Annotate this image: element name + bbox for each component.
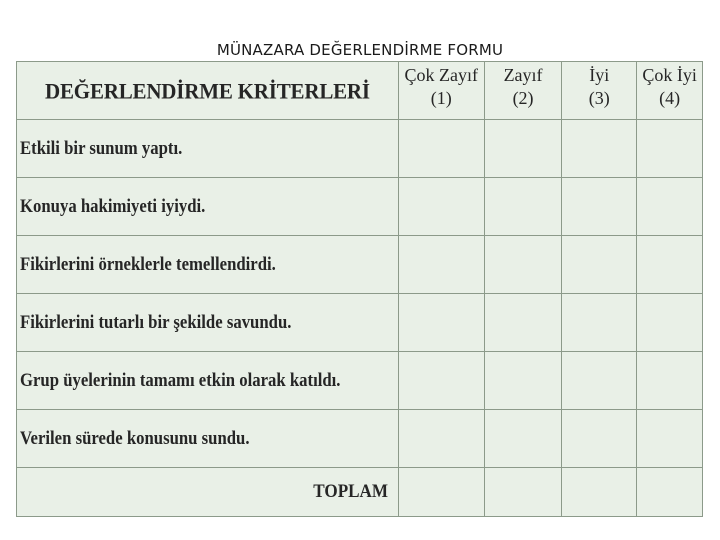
score-cell[interactable] <box>562 120 637 178</box>
score-cell[interactable] <box>484 178 562 236</box>
total-cell[interactable] <box>562 468 637 517</box>
table-row <box>17 352 703 410</box>
column-header-very-weak <box>398 62 484 120</box>
total-label-cell <box>17 468 399 517</box>
score-cell[interactable] <box>398 410 484 468</box>
table-row <box>17 120 703 178</box>
score-cell[interactable] <box>637 294 703 352</box>
score-cell[interactable] <box>398 352 484 410</box>
score-cell[interactable] <box>484 352 562 410</box>
criterion-text: Konuya hakimiyeti iyiydi. <box>20 195 206 217</box>
score-cell[interactable] <box>484 410 562 468</box>
criterion-text: Etkili bir sunum yaptı. <box>20 137 183 159</box>
column-header-weak <box>484 62 562 120</box>
score-cell[interactable] <box>637 352 703 410</box>
column-header-very-good <box>637 62 703 120</box>
column-label: Zayıf <box>503 65 543 85</box>
score-cell[interactable] <box>637 178 703 236</box>
table-row <box>17 178 703 236</box>
total-cell[interactable] <box>484 468 562 517</box>
score-cell[interactable] <box>484 120 562 178</box>
column-score: (1) <box>430 88 452 108</box>
criterion-text: Fikirlerini tutarlı bir şekilde savundu. <box>20 311 292 333</box>
score-cell[interactable] <box>398 294 484 352</box>
total-row <box>17 468 703 517</box>
column-score: (4) <box>659 88 681 108</box>
score-cell[interactable] <box>484 294 562 352</box>
score-cell[interactable] <box>637 120 703 178</box>
column-label: Çok İyi <box>642 65 697 85</box>
score-cell[interactable] <box>637 410 703 468</box>
score-cell[interactable] <box>562 178 637 236</box>
criterion-cell <box>17 178 399 236</box>
total-cell[interactable] <box>637 468 703 517</box>
column-label: Çok Zayıf <box>404 65 479 85</box>
table-row <box>17 236 703 294</box>
evaluation-table <box>16 61 703 517</box>
score-cell[interactable] <box>398 120 484 178</box>
score-cell[interactable] <box>562 294 637 352</box>
criterion-cell <box>17 120 399 178</box>
criterion-text: Fikirlerini örneklerle temellendirdi. <box>20 253 276 275</box>
criterion-cell <box>17 294 399 352</box>
score-cell[interactable] <box>562 352 637 410</box>
page-title: MÜNAZARA DEĞERLENDİRME FORMU <box>216 41 504 59</box>
total-cell[interactable] <box>398 468 484 517</box>
criteria-header: DEĞERLENDİRME KRİTERLERİ <box>17 60 399 121</box>
criterion-cell <box>17 352 399 410</box>
score-cell[interactable] <box>484 236 562 294</box>
header-row <box>17 62 703 120</box>
column-label: İyi <box>589 65 610 85</box>
criterion-cell <box>17 410 399 468</box>
score-cell[interactable] <box>398 178 484 236</box>
score-cell[interactable] <box>562 236 637 294</box>
table-row <box>17 294 703 352</box>
score-cell[interactable] <box>562 410 637 468</box>
score-cell[interactable] <box>637 236 703 294</box>
score-cell[interactable] <box>398 236 484 294</box>
column-header-good <box>562 62 637 120</box>
total-label: TOPLAM <box>313 481 388 502</box>
table-row <box>17 410 703 468</box>
column-score: (3) <box>588 88 610 108</box>
column-score: (2) <box>512 88 534 108</box>
criterion-cell <box>17 236 399 294</box>
criterion-text: Verilen sürede konusunu sundu. <box>20 427 250 449</box>
criterion-text: Grup üyelerinin tamamı etkin olarak katıldı. <box>20 369 341 391</box>
